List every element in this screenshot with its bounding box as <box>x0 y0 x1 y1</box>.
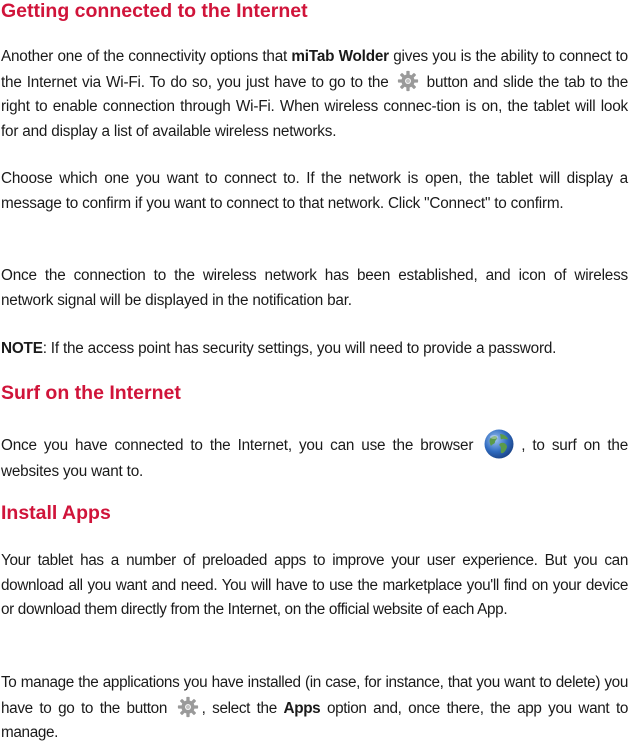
note-label: NOTE <box>1 340 43 357</box>
heading-install-apps: Install Apps <box>1 502 111 524</box>
text-span: To manage the applications you have installed (in case, for instance, that you want to delete) you have to go to the button <box>1 674 628 717</box>
text-span: button and slide the tab to the right to enable connection through Wi-Fi. When wireless connec-tion is on, the tablet will look for and display a list of available wireless networks. <box>1 73 628 140</box>
paragraph-choose-network: Choose which one you want to connect to. If the network is open, the tablet will display a message to confirm if you want to connect to that network. Click "Connect" to confirm. <box>1 170 628 212</box>
text-span: gives you is the ability to connect to the Internet via Wi-Fi. To do so, you just have to go to the <box>1 48 628 91</box>
brand-name: miTab Wolder <box>291 48 389 65</box>
text-span: option and, once there, the app you want to manage. <box>1 699 629 741</box>
paragraph-browser <box>1 428 628 485</box>
apps-option-label: Apps <box>283 699 321 717</box>
heading-getting-connected: Getting connected to the Internet <box>1 0 308 22</box>
paragraph-note <box>1 337 628 362</box>
paragraph-connection-established: Once the connection to the wireless network has been established, and icon of wireless network signal will be displayed in the notification bar. <box>1 267 628 309</box>
text-span: : If the access point has security settings, you will need to provide a password. <box>42 340 557 357</box>
text-span: Once you have connected to the Internet, you can use the browser <box>1 437 474 454</box>
text-span: Another one of the connectivity options that <box>1 48 292 65</box>
gear-icon <box>177 696 199 718</box>
globe-icon <box>483 428 515 460</box>
heading-surf-internet: Surf on the Internet <box>1 382 181 404</box>
text-span: , to surf on the websites you want to. <box>1 437 628 480</box>
paragraph-manage-apps <box>1 671 628 746</box>
text-span: , select the <box>201 699 284 717</box>
paragraph-preloaded-apps: Your tablet has a number of preloaded apps to improve your user experience. But you can download all you want and need. You will have to use the marketplace you'll find on your device or download them directly from the Internet, on the official website of each App. <box>1 552 628 618</box>
paragraph-wifi-intro <box>1 45 628 144</box>
gear-icon <box>397 70 419 92</box>
